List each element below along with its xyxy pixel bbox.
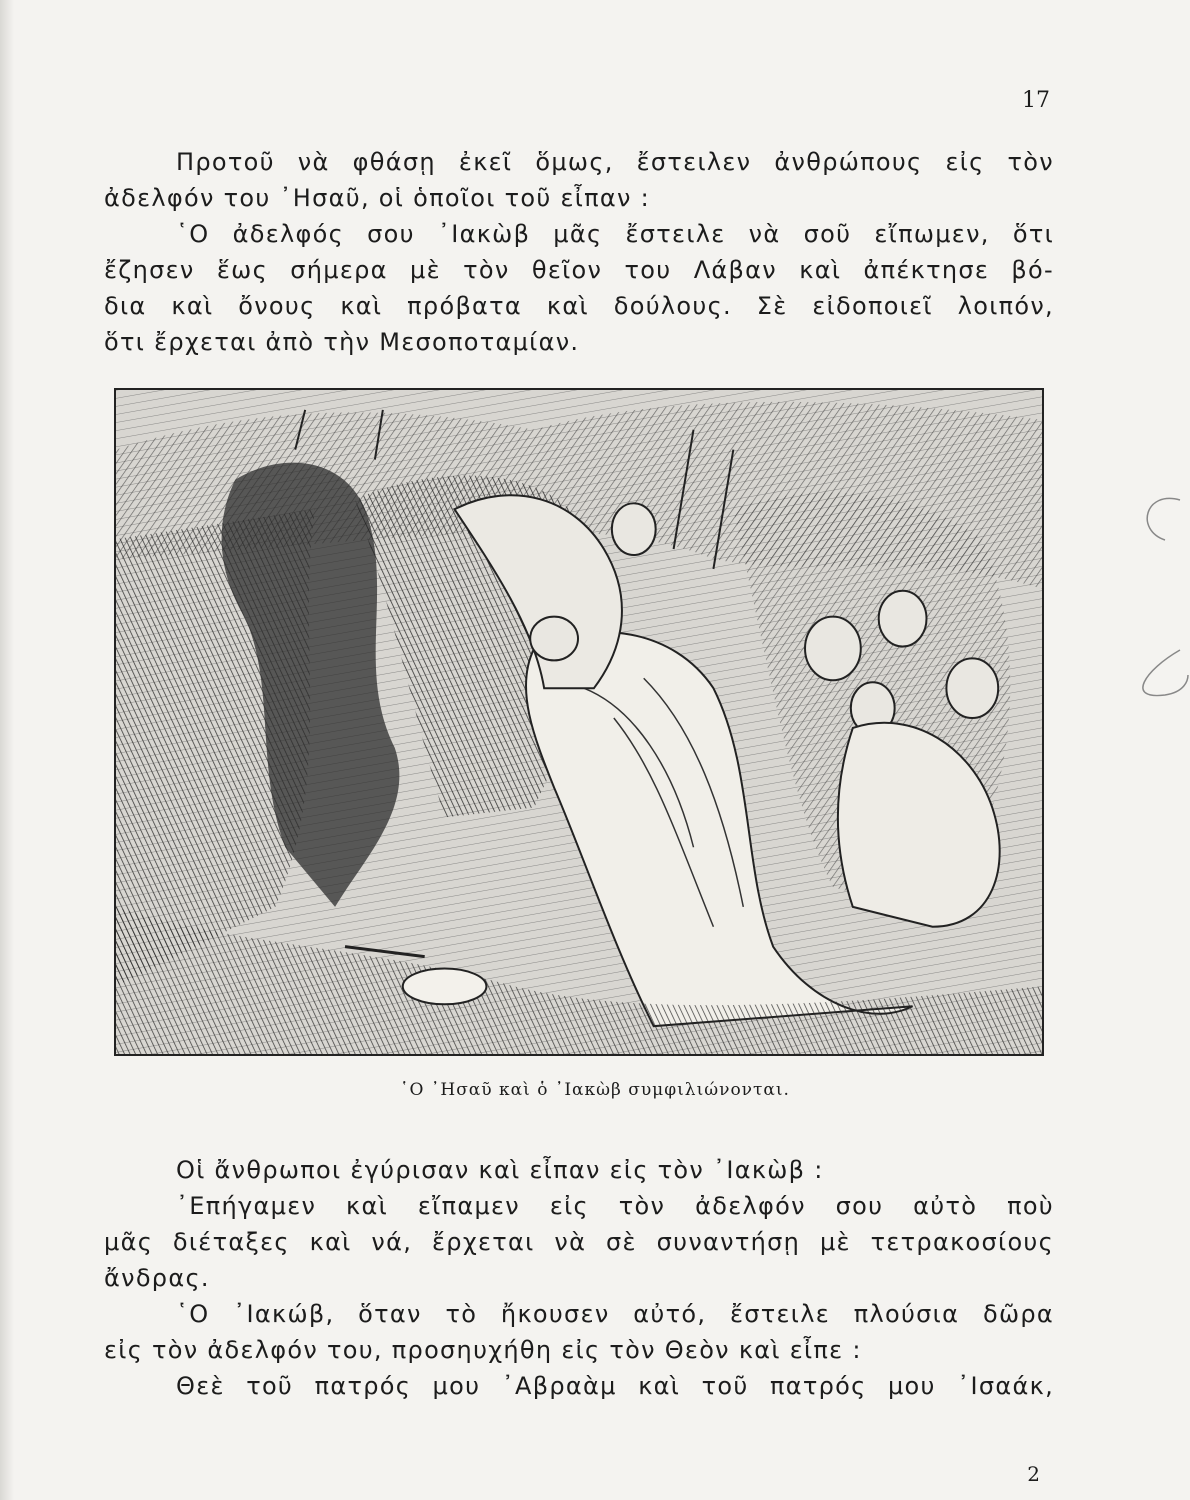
text-line: ἔζησεν ἕως σήμερα μὲ τὸν θεῖον του Λάβαν καὶ ἀπέκτησε βό- [104,256,1054,284]
engraving-drawing [116,390,1042,1054]
text-line: δια καὶ ὄνους καὶ πρόβατα καὶ δούλους. Σὲ εἰδοποιεῖ λοιπόν, [104,292,1054,320]
text-line: Οἱ ἄνθρωποι ἐγύρισαν καὶ εἶπαν εἰς τὸν ᾿Ιακὼβ : [176,1156,824,1184]
text-line: Θεὲ τοῦ πατρός μου ᾿Αβραὰμ καὶ τοῦ πατρός μου ᾿Ισαάκ, [176,1372,1054,1400]
text-line: Προτοῦ νὰ φθάσῃ ἐκεῖ ὅμως, ἔστειλεν ἀνθρώπους εἰς τὸν [176,148,1054,176]
paragraph-top [104,144,1054,360]
text-line: ῾Ο ᾿Ιακώβ, ὅταν τὸ ἤκουσεν αὐτό, ἔστειλε πλούσια δῶρα [176,1300,1054,1328]
page-edge-shadow [0,0,14,1500]
engraving-illustration [114,388,1044,1056]
text-line: εἰς τὸν ἀδελφόν του, προσηυχήθη εἰς τὸν Θεὸν καὶ εἶπε : [104,1336,862,1364]
text-line: ᾿Επήγαμεν καὶ εἴπαμεν εἰς τὸν ἀδελφόν σου αὐτὸ ποὺ [176,1192,1054,1220]
text-line: ἄνδρας. [104,1264,210,1292]
text-line: ἀδελφόν του ᾿Ησαῦ, οἱ ὁποῖοι τοῦ εἶπαν : [104,184,651,212]
text-line: ῾Ο ἀδελφός σου ᾿Ιακὼβ μᾶς ἔστειλε νὰ σοῦ εἴπωμεν, ὅτι [176,220,1054,248]
paragraph-bottom [104,1152,1054,1404]
text-line: ὅτι ἔρχεται ἀπὸ τὴν Μεσοποταμίαν. [104,328,580,356]
pencil-marks [1085,480,1190,740]
text-line: μᾶς διέταξες καὶ νά, ἔρχεται νὰ σὲ συναντήσῃ μὲ τετρακοσίους [104,1228,1054,1256]
signature-mark: 2 [1027,1462,1040,1486]
page-number: 17 [1022,88,1050,113]
figure-caption: ῾Ο ᾿Ησαῦ καὶ ὁ ᾿Ιακὼβ συμφιλιώνονται. [400,1080,790,1100]
